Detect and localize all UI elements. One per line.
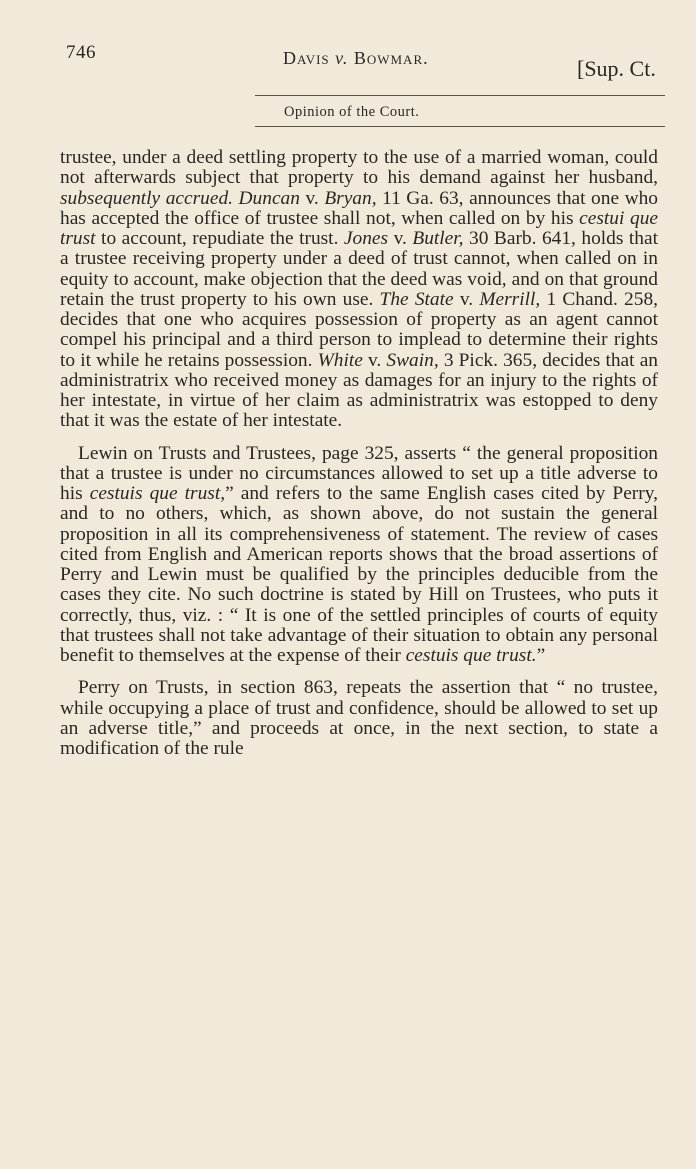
case-party-right: Bowmar. — [353, 48, 429, 68]
header-rule-bottom — [255, 126, 665, 127]
text-run: Lewin on Trusts and Trustees, page 325, asserts “ the general proposition that a trustee is under no circumstances allowed to set up a title adverse to his — [60, 442, 658, 504]
italic-run: Bryan, — [324, 187, 377, 209]
court-label: [Sup. Ct. — [577, 56, 656, 81]
italic-run: Merrill, — [479, 288, 541, 310]
text-run: ” and refers to the same English cases cited by Perry, and to no others, which, as shown above, do not sustain the general proposition in all its comprehensiveness of statement. The review of cases cited from English and American reports shows that the broad assertions of Perry and Lewin must be qualified by the principles deducible from the cases they cite. No such doctrine is stated by Hill on Trustees, who puts it correctly, thus, viz. : “ It is one of the settled principles of courts of equity that trustees shall not take advantage of their situation to obtain any personal benefit to themselves at the expense of their — [60, 483, 658, 666]
text-run: v. — [453, 288, 480, 310]
text-run: ” — [536, 645, 546, 666]
opinion-paragraph — [60, 148, 658, 432]
text-run: to account, repudiate the trust. — [95, 228, 344, 249]
versus-abbrev: v. — [335, 48, 349, 68]
italic-run: cestui que trust — [60, 207, 658, 249]
italic-run: cestuis que trust. — [405, 645, 537, 666]
italic-run: subsequently accrued. — [60, 187, 233, 209]
text-run: 3 Pick. 365, decides that an administratrix who received money as damages for an injury to the rights of her intestate, in virtue of her claim as administratrix was estopped to deny that it was the estate of her intestate. — [60, 349, 658, 432]
italic-run: Butler, — [412, 228, 464, 249]
text-run: trustee, under a deed settling property to the use of a married woman, could not afterwards subject that property to his demand against her husband, — [60, 147, 658, 189]
text-run: v. — [299, 187, 325, 209]
text-run: 1 Chand. 258, decides that one who acquires possession of property as an agent cannot compel his principal and a third person to implead to determine their rights to it while he retains possession. — [60, 288, 658, 371]
header-rule-top — [255, 95, 665, 96]
opinion-paragraph — [60, 678, 658, 759]
italic-run: cestuis que trust, — [89, 483, 226, 504]
text-run: Perry on Trusts, in section 863, repeats the assertion that “ no trustee, while occupying a place of trust and confidence, should be allowed to set up an adverse title,” and proceeds at once, in the next section, to state a modification of the rule — [60, 677, 658, 759]
text-run: 30 Barb. 641, holds that a trustee receiving property under a deed of trust cannot, when called on in equity to account, make objection that the deed was void, and on that ground retain the trust property to his own use. — [60, 228, 658, 310]
section-subhead: Opinion of the Court. — [284, 104, 420, 120]
running-title — [283, 48, 429, 69]
opinion-paragraph — [60, 444, 658, 667]
italic-run: Swain, — [386, 349, 439, 371]
text-run: v. — [388, 228, 413, 249]
italic-run: The State — [379, 288, 454, 310]
case-party-left: Davis — [283, 48, 330, 68]
page-number: 746 — [66, 42, 96, 63]
opinion-text — [60, 148, 658, 771]
text-run: v. — [362, 349, 387, 371]
text-run: 11 Ga. 63, announces that one who has accepted the office of trustee shall not, when called on by his — [60, 187, 658, 229]
italic-run: Jones — [343, 228, 389, 249]
italic-run: Duncan — [238, 187, 300, 209]
italic-run: White — [317, 349, 363, 371]
